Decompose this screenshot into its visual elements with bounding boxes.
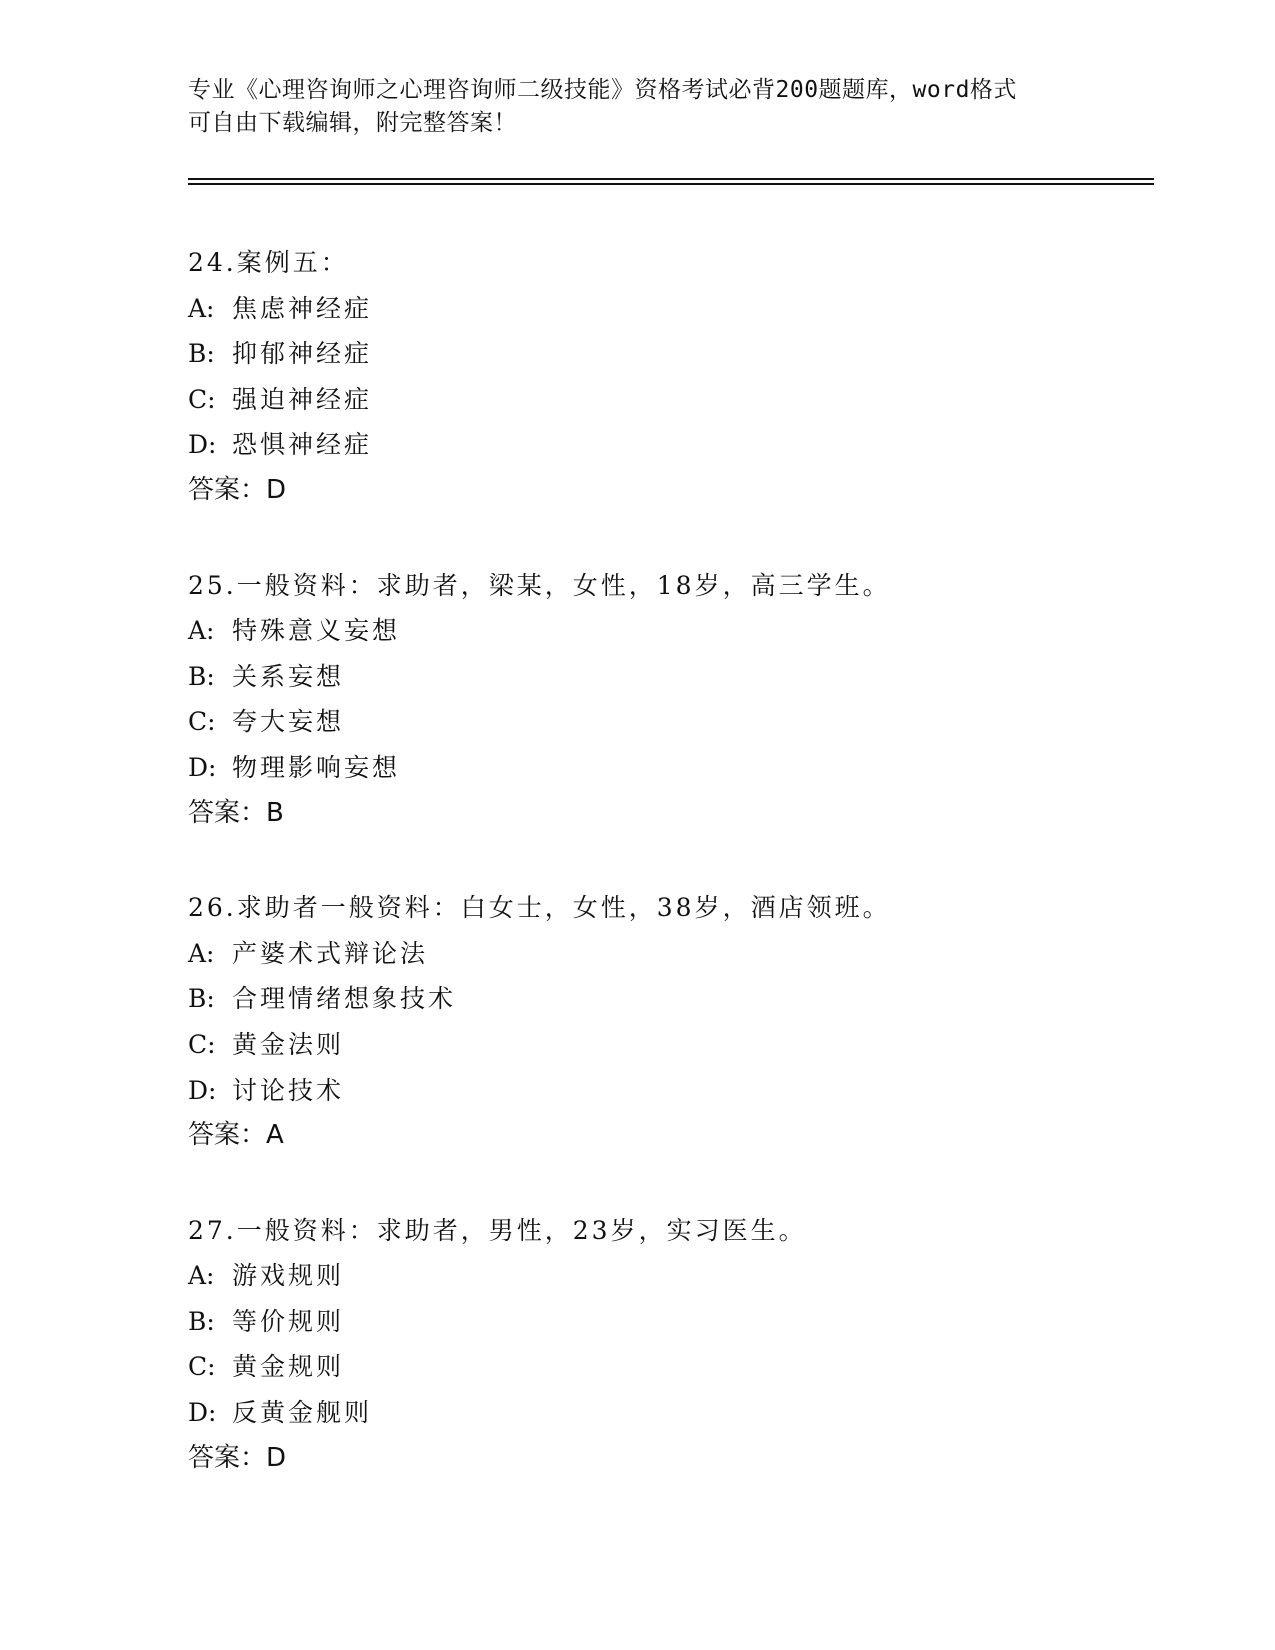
option-a bbox=[188, 286, 1148, 332]
option-d bbox=[188, 745, 1148, 791]
option-key: A: bbox=[188, 938, 215, 968]
option-a bbox=[188, 608, 1148, 654]
option-key: A: bbox=[188, 293, 215, 323]
option-b bbox=[188, 654, 1148, 700]
option-text: 恐惧神经症 bbox=[232, 430, 373, 460]
option-key: A: bbox=[188, 1261, 215, 1291]
option-c bbox=[188, 377, 1148, 423]
answer-line: 答案：D bbox=[188, 474, 287, 505]
option-a bbox=[188, 1253, 1148, 1299]
option-text: 反黄金舰则 bbox=[232, 1398, 373, 1428]
option-text: 关系妄想 bbox=[232, 661, 345, 691]
option-text: 黄金法则 bbox=[232, 1029, 345, 1059]
answer-line: 答案：D bbox=[188, 1442, 287, 1473]
option-key: C: bbox=[188, 1029, 216, 1059]
option-text: 夸大妄想 bbox=[232, 707, 345, 737]
option-b bbox=[188, 331, 1148, 377]
option-text: 游戏规则 bbox=[232, 1261, 345, 1291]
option-b bbox=[188, 976, 1148, 1022]
option-key: B: bbox=[188, 1306, 215, 1336]
option-b bbox=[188, 1299, 1148, 1345]
option-text: 抑郁神经症 bbox=[232, 339, 373, 369]
option-a bbox=[188, 931, 1148, 977]
document-header bbox=[188, 74, 1088, 140]
option-key: D: bbox=[188, 1075, 217, 1105]
option-c bbox=[188, 1022, 1148, 1068]
header-line-2: 可自由下载编辑，附完整答案！ bbox=[188, 110, 517, 136]
option-text: 黄金规则 bbox=[232, 1352, 345, 1382]
option-text: 讨论技术 bbox=[232, 1075, 345, 1105]
question-stem: 26.求助者一般资料：白女士，女性，38岁，酒店领班。 bbox=[188, 893, 891, 923]
option-key: D: bbox=[188, 430, 217, 460]
option-key: B: bbox=[188, 661, 215, 691]
option-key: D: bbox=[188, 752, 217, 782]
question-stem: 25.一般资料：求助者，梁某，女性，18岁，高三学生。 bbox=[188, 570, 891, 600]
header-divider-bottom bbox=[188, 183, 1154, 185]
question-item bbox=[188, 240, 1148, 514]
question-list bbox=[188, 240, 1148, 1530]
question-item bbox=[188, 563, 1148, 837]
question-item bbox=[188, 885, 1148, 1159]
header-divider-top bbox=[188, 178, 1154, 180]
question-item bbox=[188, 1208, 1148, 1482]
option-key: C: bbox=[188, 707, 216, 737]
option-text: 强迫神经症 bbox=[232, 384, 373, 414]
option-key: C: bbox=[188, 384, 216, 414]
option-key: A: bbox=[188, 616, 215, 646]
header-line-1: 专业《心理咨询师之心理咨询师二级技能》资格考试必背200题题库，word格式 bbox=[188, 77, 1017, 103]
option-text: 焦虑神经症 bbox=[232, 293, 373, 323]
option-text: 特殊意义妄想 bbox=[232, 616, 401, 646]
option-d bbox=[188, 1068, 1148, 1114]
question-stem: 27.一般资料：求助者，男性，23岁，实习医生。 bbox=[188, 1215, 807, 1245]
option-c bbox=[188, 1344, 1148, 1390]
option-key: C: bbox=[188, 1352, 216, 1382]
option-text: 物理影响妄想 bbox=[232, 752, 401, 782]
option-key: D: bbox=[188, 1398, 217, 1428]
option-text: 产婆术式辩论法 bbox=[232, 938, 429, 968]
option-c bbox=[188, 699, 1148, 745]
answer-line: 答案：B bbox=[188, 797, 284, 828]
option-d bbox=[188, 1390, 1148, 1436]
answer-line: 答案：A bbox=[188, 1120, 284, 1151]
option-text: 合理情绪想象技术 bbox=[232, 984, 457, 1014]
option-d bbox=[188, 422, 1148, 468]
option-key: B: bbox=[188, 984, 215, 1014]
option-key: B: bbox=[188, 339, 215, 369]
question-stem: 24.案例五： bbox=[188, 248, 349, 277]
option-text: 等价规则 bbox=[232, 1306, 345, 1336]
